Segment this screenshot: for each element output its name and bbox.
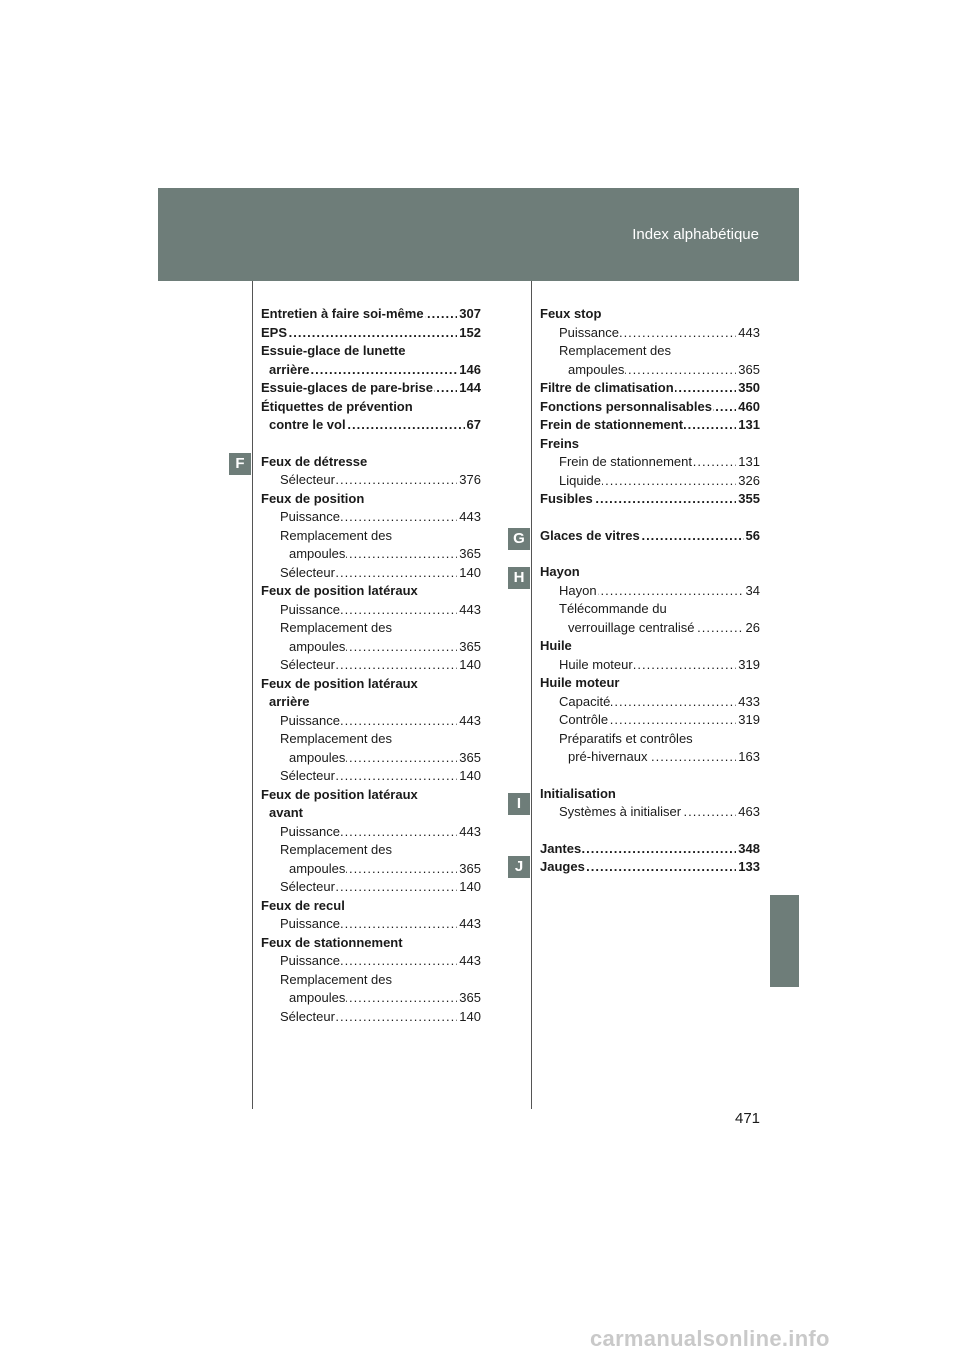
- index-entry: Télécommande du: [559, 601, 667, 616]
- index-entry: ..... Sélecteur 140: [280, 767, 481, 786]
- index-entry: Remplacement des: [280, 971, 392, 987]
- index-entry: Feux de position latéraux: [261, 583, 418, 598]
- chapter-side-tab: [770, 895, 799, 987]
- section-letter-h: H: [508, 567, 530, 589]
- index-entry: Feux stop: [540, 306, 602, 321]
- section-letter-j: J: [508, 856, 530, 878]
- index-entry: ..... Sélecteur 140: [280, 878, 481, 897]
- page-number: 471: [735, 1110, 761, 1127]
- section-letter-g: G: [508, 528, 530, 550]
- index-entry: ..... Contrôle 319: [559, 711, 760, 730]
- index-entry: Initialisation: [540, 785, 616, 801]
- index-entry: Remplacement des: [280, 731, 392, 746]
- index-entry: ..... ampoules 365: [568, 361, 760, 380]
- index-entry: ..... Puissance 443: [559, 324, 760, 343]
- index-entry: Hayon: [540, 564, 580, 579]
- index-entry: Feux de position latéraux: [261, 786, 418, 802]
- index-entry: ..... Fonctions personnalisables 460: [540, 398, 760, 417]
- index-entry: ..... Puissance 443: [280, 508, 481, 527]
- page-header-bar: [158, 188, 799, 281]
- index-entry: ..... arrière 146: [269, 361, 481, 380]
- index-entry: Essuie-glace de lunette: [261, 343, 406, 358]
- index-entry: ..... Sélecteur 140: [280, 1008, 481, 1027]
- index-entry: ..... Systèmes à initialiser 463: [559, 803, 760, 822]
- index-entry: ..... Sélecteur 376: [280, 471, 481, 490]
- index-entry: Huile moteur: [540, 675, 620, 690]
- index-entry: ..... Frein de stationnement 131: [540, 416, 760, 435]
- index-entry: ..... Liquide 326: [559, 472, 760, 491]
- index-entry: ..... Fusibles 355: [540, 490, 760, 509]
- column-divider-left: [252, 281, 253, 1109]
- index-entry: Remplacement des: [280, 620, 392, 635]
- index-entry: ..... Puissance 443: [280, 601, 481, 620]
- index-entry: Feux de position latéraux: [261, 675, 418, 691]
- index-entry: Remplacement des: [559, 343, 671, 358]
- index-entry: ..... ampoules 365: [289, 989, 481, 1008]
- section-letter-i: I: [508, 793, 530, 815]
- index-entry: ..... Puissance 443: [280, 823, 481, 842]
- index-entry: ..... Jauges 133: [540, 858, 760, 877]
- index-entry: ..... ampoules 365: [289, 545, 481, 564]
- index-entry: ..... verrouillage centralisé 26: [568, 619, 760, 638]
- index-entry: ..... Glaces de vitres 56: [540, 527, 760, 546]
- index-entry: ..... ampoules 365: [289, 749, 481, 768]
- index-entry: ..... Sélecteur 140: [280, 656, 481, 675]
- index-entry: ..... Puissance 443: [280, 952, 481, 971]
- index-entry: ..... Essuie-glaces de pare-brise 144: [261, 379, 481, 398]
- index-entry: ..... Filtre de climatisation 350: [540, 379, 760, 398]
- index-entry: ..... Capacité 433: [559, 693, 760, 712]
- index-entry: Huile: [540, 638, 572, 653]
- index-entry: Remplacement des: [280, 527, 392, 543]
- index-entry: ..... Frein de stationnement 131: [559, 453, 760, 472]
- section-letter-f: F: [229, 453, 251, 475]
- index-entry: Feux de stationnement: [261, 934, 403, 950]
- index-entry: Préparatifs et contrôles: [559, 730, 693, 746]
- watermark: carmanualsonline.info: [590, 1326, 830, 1351]
- index-entry: Feux de détresse: [261, 453, 368, 469]
- index-entry: Feux de position: [261, 490, 365, 506]
- index-entry: Feux de recul: [261, 897, 345, 913]
- index-entry: ..... Puissance 443: [280, 915, 481, 934]
- index-entry: ..... contre le vol 67: [269, 416, 481, 435]
- index-entry: arrière: [269, 694, 310, 709]
- index-entry: ..... ampoules 365: [289, 860, 481, 879]
- index-entry: ..... Puissance 443: [280, 712, 481, 731]
- column-divider-right: [531, 281, 532, 1109]
- index-entry: Étiquettes de prévention: [261, 398, 413, 414]
- left-index-column: [261, 305, 481, 1026]
- index-entry: ..... pré-hivernaux 163: [568, 748, 760, 767]
- index-entry: ..... EPS 152: [261, 324, 481, 343]
- index-entry: ..... Jantes 348: [540, 840, 760, 859]
- index-entry: Remplacement des: [280, 842, 392, 857]
- index-entry: ..... Sélecteur 140: [280, 564, 481, 583]
- index-entry: Freins: [540, 435, 580, 451]
- header-title: Index alphabétique: [632, 226, 759, 243]
- index-entry: ..... ampoules 365: [289, 638, 481, 657]
- index-entry: ..... Huile moteur 319: [559, 656, 760, 675]
- right-index-column: [540, 305, 760, 877]
- index-entry: ..... Hayon 34: [559, 582, 760, 601]
- index-entry: ..... Entretien à faire soi-même 307: [261, 305, 481, 324]
- index-entry: avant: [269, 805, 303, 820]
